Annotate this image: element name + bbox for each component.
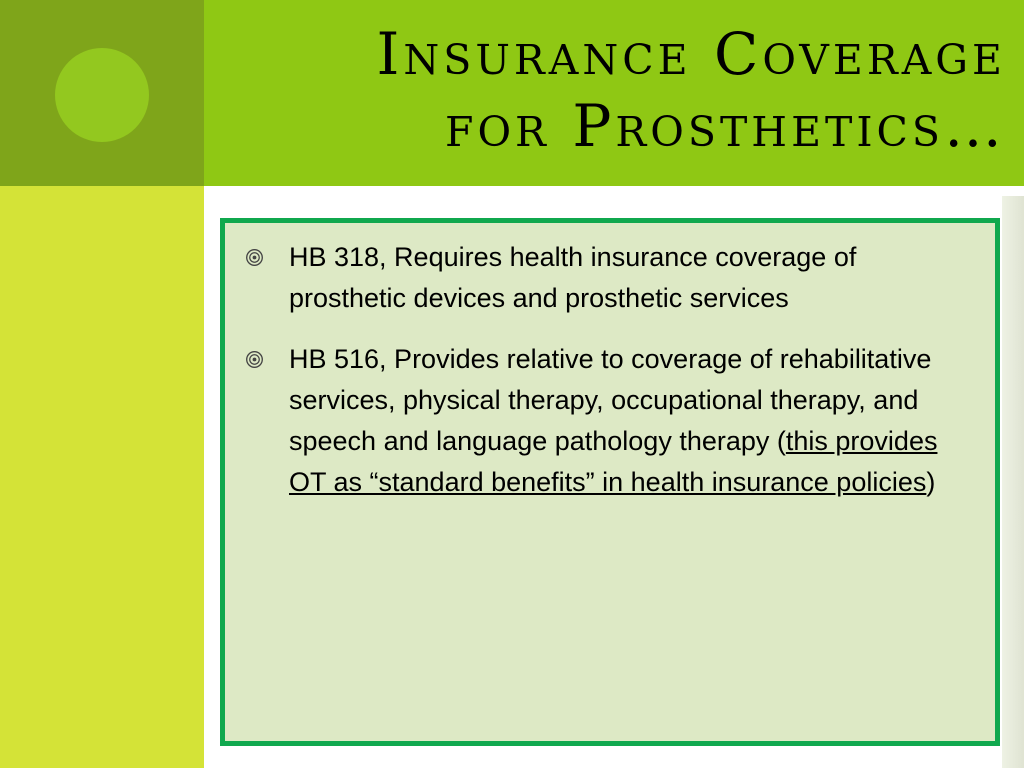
bullet-item-hb-516 [237,339,975,503]
bullet-item-hb-318 [237,237,975,319]
slide-title [226,18,1006,162]
bullet-text-closing: ) [926,467,936,497]
decorative-circle [55,48,149,142]
slide-title-line-1: Insurance Coverage [376,20,1006,88]
bullet-text: HB 318, Requires health insurance coverage of prosthetic devices and prosthetic services [289,242,857,313]
right-edge-strip [1002,196,1024,768]
left-accent-bar [0,186,204,768]
circle-bullet-icon [245,248,264,267]
bullet-text-underlined: this provides OT as “standard benefits” in health insurance policies [289,426,938,497]
content-box [220,218,1000,746]
circle-bullet-icon [245,350,264,369]
title-divider [204,186,1024,190]
bullet-text-intro: HB 516, Provides relative to coverage of rehabilitative services, physical therapy, occupational therapy, and speech and language pathology therapy ( [289,344,932,456]
slide-title-line-2: for Prosthetics… [445,92,1006,160]
bullet-list [225,223,995,503]
